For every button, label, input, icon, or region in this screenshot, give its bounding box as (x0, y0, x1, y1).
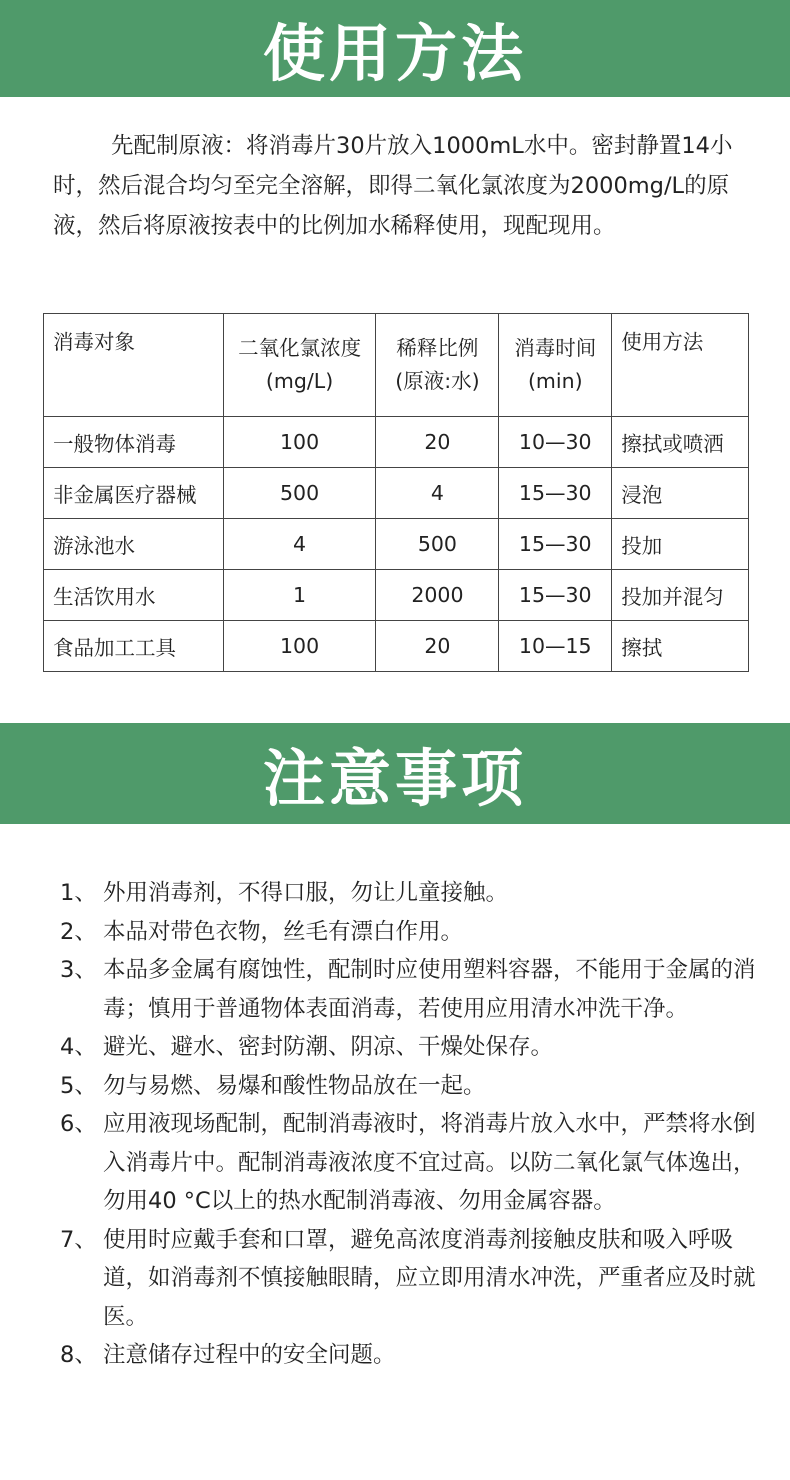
cell-time: 15—30 (499, 570, 612, 621)
cell-method: 投加 (612, 519, 749, 570)
header-concentration: 二氧化氯浓度 (mg/L) (223, 314, 376, 417)
list-item (60, 874, 760, 913)
cell-method: 浸泡 (612, 468, 749, 519)
table-row (44, 570, 749, 621)
item-text: 使用时应戴手套和口罩，避免高浓度消毒剂接触皮肤和吸入呼吸道，如消毒剂不慎接触眼睛，应立即用清水冲洗，严重者应及时就医。 (103, 1226, 756, 1330)
item-number: 7、 (60, 1226, 97, 1253)
item-number: 8、 (60, 1342, 97, 1368)
item-number: 5、 (60, 1072, 97, 1099)
cell-ratio: 4 (376, 468, 499, 519)
item-text: 注意储存过程中的安全问题。 (103, 1342, 396, 1368)
cell-ratio: 500 (376, 519, 499, 570)
cell-concentration: 100 (223, 417, 376, 468)
item-text: 本品对带色衣物，丝毛有漂白作用。 (103, 918, 464, 945)
cell-target: 游泳池水 (44, 519, 224, 570)
cell-concentration: 4 (223, 519, 376, 570)
header-ratio: 稀释比例 (原液:水) (376, 314, 499, 417)
cell-method: 擦拭 (612, 621, 749, 672)
usage-title: 使用方法 (262, 17, 527, 90)
precautions-banner (0, 723, 790, 824)
item-number: 1、 (60, 880, 97, 906)
table-row (44, 417, 749, 468)
list-item (60, 1105, 760, 1221)
precautions-title: 注意事项 (262, 742, 527, 815)
list-item (60, 1221, 760, 1337)
cell-target: 食品加工工具 (44, 621, 224, 672)
cell-time: 15—30 (499, 468, 612, 519)
list-item (60, 913, 760, 952)
cell-time: 10—15 (499, 621, 612, 672)
dilution-table (43, 313, 749, 672)
table-header-row (44, 314, 749, 417)
item-text: 避光、避水、密封防潮、阴凉、干燥处保存。 (103, 1034, 554, 1060)
cell-target: 一般物体消毒 (44, 417, 224, 468)
intro-paragraph-container (53, 126, 753, 246)
cell-method: 擦拭或喷洒 (612, 417, 749, 468)
table-row (44, 519, 749, 570)
item-number: 4、 (60, 1034, 97, 1060)
cell-ratio: 20 (376, 417, 499, 468)
precautions-list (60, 874, 760, 1375)
cell-target: 生活饮用水 (44, 570, 224, 621)
usage-banner (0, 0, 790, 97)
cell-concentration: 100 (223, 621, 376, 672)
item-number: 2、 (60, 918, 97, 945)
item-text: 本品多金属有腐蚀性，配制时应使用塑料容器，不能用于金属的消毒；慎用于普通物体表面消毒，若使用应用清水冲洗干净。 (103, 957, 756, 1022)
list-item (60, 951, 760, 1028)
list-item (60, 1336, 760, 1375)
item-text: 应用液现场配制，配制消毒液时，将消毒片放入水中，严禁将水倒入消毒片中。配制消毒液浓度不宜过高。以防二氧化氯气体逸出，勿用40 °C以上的热水配制消毒液、勿用金属容器。 (103, 1111, 756, 1214)
header-time: 消毒时间 (min) (499, 314, 612, 417)
list-item (60, 1028, 760, 1067)
cell-ratio: 20 (376, 621, 499, 672)
header-method: 使用方法 (612, 314, 749, 417)
cell-target: 非金属医疗器械 (44, 468, 224, 519)
item-number: 6、 (60, 1111, 97, 1137)
intro-paragraph: 先配制原液：将消毒片30片放入1000mL水中。密封静置14小时，然后混合均匀至完全溶解，即得二氧化氯浓度为2000mg/L的原液，然后将原液按表中的比例加水稀释使用，现配现用。 (53, 133, 733, 239)
header-target: 消毒对象 (44, 314, 224, 417)
item-text: 外用消毒剂，不得口服，勿让儿童接触。 (103, 880, 509, 906)
list-item (60, 1067, 760, 1106)
item-text: 勿与易燃、易爆和酸性物品放在一起。 (103, 1072, 486, 1099)
item-number: 3、 (60, 957, 97, 983)
cell-method: 投加并混匀 (612, 570, 749, 621)
cell-time: 15—30 (499, 519, 612, 570)
cell-concentration: 500 (223, 468, 376, 519)
table-row (44, 621, 749, 672)
table-row (44, 468, 749, 519)
cell-ratio: 2000 (376, 570, 499, 621)
cell-time: 10—30 (499, 417, 612, 468)
cell-concentration: 1 (223, 570, 376, 621)
